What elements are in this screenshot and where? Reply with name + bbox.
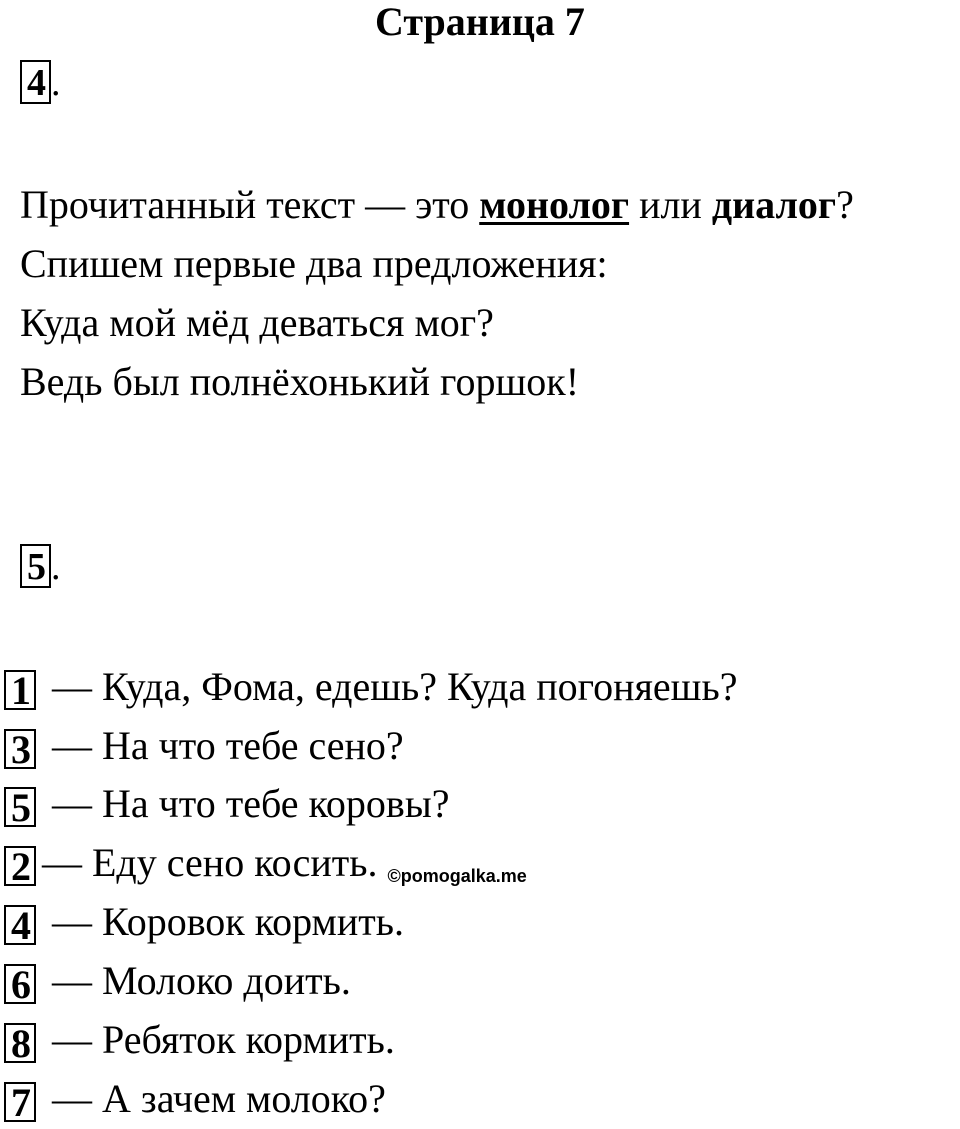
dialog-order-number: 2 (4, 846, 36, 886)
dialog-text: — На что тебе коровы? (42, 781, 450, 826)
dialog-order-number: 4 (4, 905, 36, 945)
dialog-order-number: 7 (4, 1082, 36, 1122)
task-5-dot: . (51, 546, 61, 588)
task-5-number-box: 5 (20, 544, 51, 588)
dialog-text: — Ребяток кормить. (42, 1017, 395, 1062)
dialog-line (4, 664, 738, 713)
dialog-order-number: 8 (4, 1023, 36, 1063)
answer-monolog: монолог (479, 182, 630, 227)
task-4-number-box: 4 (20, 60, 51, 104)
dialog-text: — Коровок кормить. (42, 899, 404, 944)
dialog-order-number: 1 (4, 670, 36, 710)
dialog-text: — На что тебе сено? (42, 723, 404, 768)
dialog-line (4, 781, 450, 830)
task-4-question-end: ? (836, 182, 854, 227)
option-dialog: диалог (711, 182, 837, 227)
dialog-line (4, 958, 351, 1007)
task-4-line-3: Куда мой мёд деваться мог? (20, 300, 494, 345)
dialog-line (4, 899, 404, 948)
dialog-line (4, 840, 527, 899)
task-4-line-4: Ведь был полнёхонький горшок! (20, 359, 580, 404)
dialog-order-number: 6 (4, 964, 36, 1004)
dialog-line (4, 723, 404, 772)
dialog-text: — Куда, Фома, едешь? Куда погоняешь? (42, 664, 738, 709)
task-5-number (20, 544, 61, 588)
watermark: ©pomogalka.me (387, 866, 527, 886)
dialog-line (4, 1017, 395, 1066)
dialog-text: — Молоко доить. (42, 958, 351, 1003)
dialog-order-number: 5 (4, 787, 36, 827)
dialog-line (4, 1076, 386, 1125)
dialog-text: — Еду сено косить. (42, 840, 378, 885)
dialog-order-number: 3 (4, 729, 36, 769)
page-title: Страница 7 (375, 0, 585, 44)
task-4-question-middle: или (629, 182, 712, 227)
task-4-question (20, 182, 854, 228)
task-4-number (20, 60, 61, 104)
task-4-dot: . (51, 62, 61, 104)
task-4-line-2: Спишем первые два предложения: (20, 241, 608, 286)
dialog-text: — А зачем молоко? (42, 1076, 386, 1121)
task-4-question-prefix: Прочитанный текст — это (20, 182, 480, 227)
